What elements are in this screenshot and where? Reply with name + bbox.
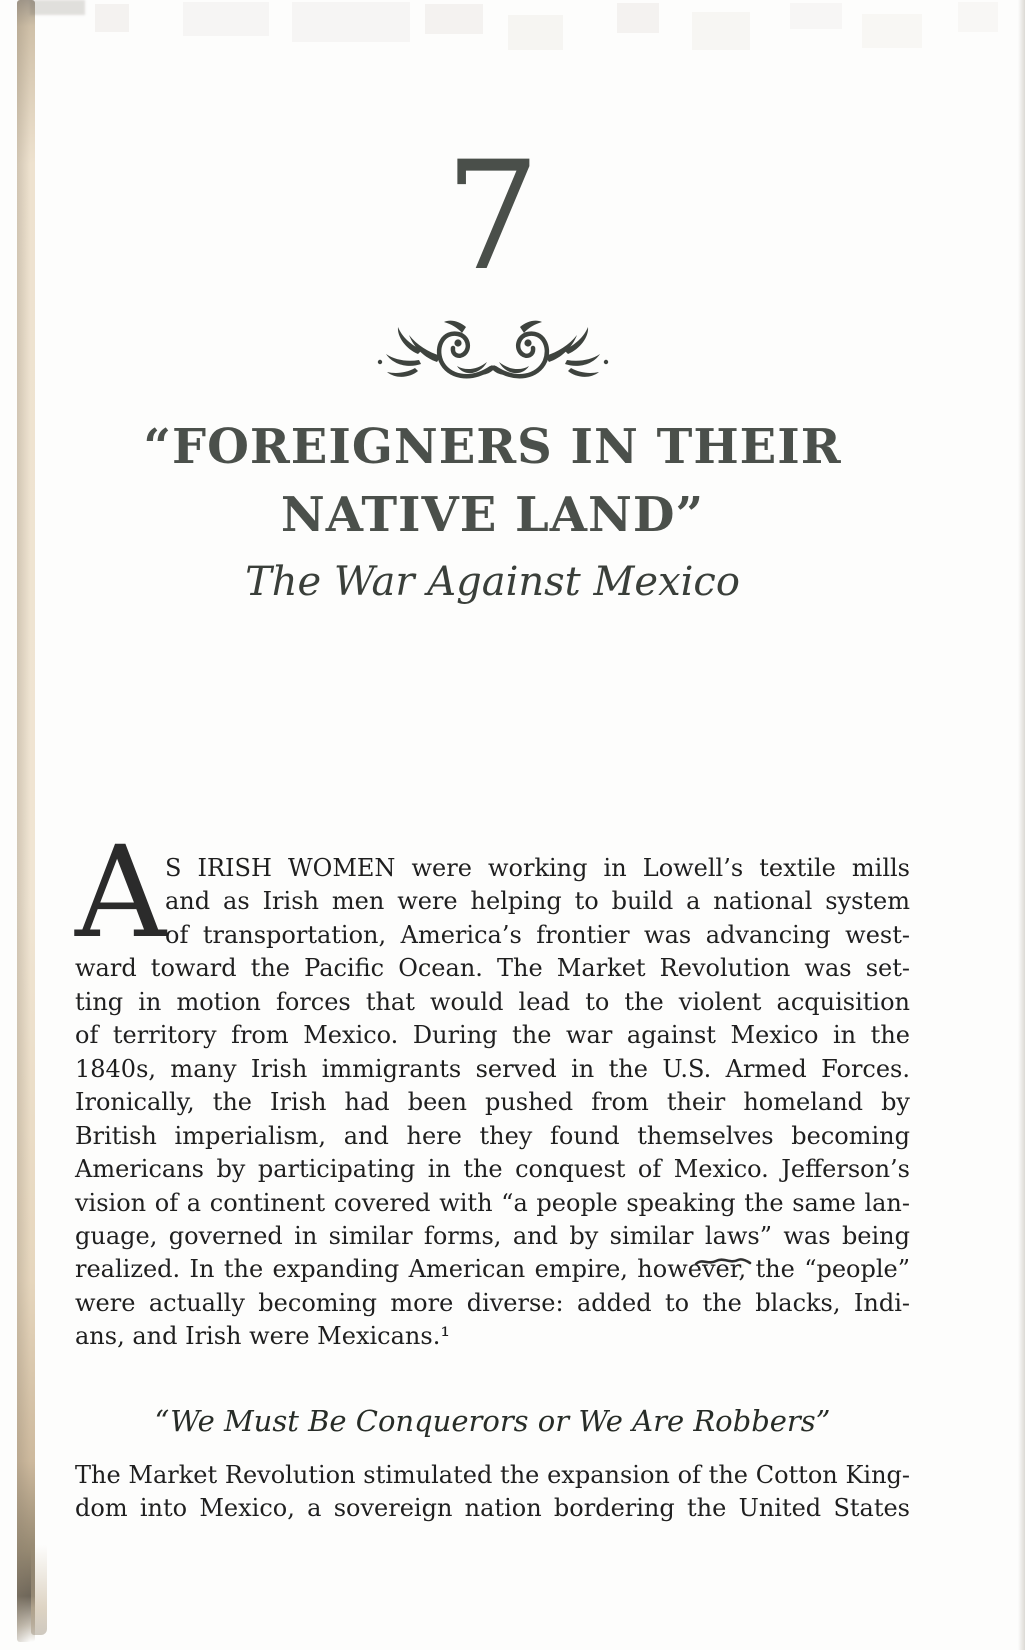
text-line: guage, governed in similar forms, and by similar laws” was being <box>75 1221 910 1250</box>
text-line: dom into Mexico, a sovereign nation bordering the United States <box>75 1494 910 1523</box>
text-line: of territory from Mexico. During the war against Mexico in the <box>75 1021 910 1050</box>
scan-bleedthrough-artifact <box>692 12 750 50</box>
text-line: 1840s, many Irish immigrants served in the U.S. Armed Forces. <box>75 1054 910 1083</box>
body-paragraph-1 <box>75 852 910 1354</box>
text-line: Americans by participating in the conquest of Mexico. Jefferson’s <box>75 1155 910 1184</box>
text-line: were actually becoming more diverse: added to the blacks, Indi- <box>75 1288 910 1317</box>
scan-bleedthrough-artifact <box>425 4 483 34</box>
chapter-number: 7 <box>444 130 541 304</box>
chapter-subtitle: The War Against Mexico <box>245 559 740 605</box>
section-heading: “We Must Be Conquerors or We Are Robbers” <box>154 1404 831 1438</box>
scan-bleedthrough-artifact <box>292 2 410 42</box>
text-line: of transportation, America’s frontier was advancing west- <box>165 920 910 949</box>
binding-edge-foot-artifact <box>31 1545 47 1635</box>
page-edge-shadow <box>1018 0 1025 1650</box>
body-paragraph-2 <box>75 1459 910 1526</box>
text-line: ans, and Irish were Mexicans.¹ <box>75 1322 450 1351</box>
chapter-divider-flourish-icon <box>75 310 910 390</box>
text-line: ward toward the Pacific Ocean. The Market Revolution was set- <box>75 954 910 983</box>
drop-cap: A <box>75 819 166 966</box>
chapter-title-line2: NATIVE LAND” <box>280 487 705 543</box>
chapter-title <box>75 413 910 549</box>
scan-bleedthrough-artifact <box>617 3 659 33</box>
ink-smudge-artifact <box>694 1253 752 1272</box>
text-line: Ironically, the Irish had been pushed from their homeland by <box>75 1088 910 1117</box>
scan-bleedthrough-artifact <box>95 4 129 32</box>
text-line: S IRISH WOMEN were working in Lowell’s textile mills <box>165 854 910 882</box>
scan-bleedthrough-artifact <box>790 3 842 29</box>
text-line: and as Irish men were helping to build a national system <box>165 887 910 916</box>
text-line: The Market Revolution stimulated the expansion of the Cotton King- <box>75 1461 910 1489</box>
scan-smudge-artifact <box>30 0 85 15</box>
text-line: British imperialism, and here they found themselves becoming <box>75 1121 910 1150</box>
scan-bleedthrough-artifact <box>862 14 922 48</box>
binding-edge-artifact <box>17 0 35 1642</box>
text-line: realized. In the expanding American empire, however, the “people” <box>75 1255 910 1284</box>
scan-bleedthrough-artifact <box>183 2 269 36</box>
scan-bleedthrough-artifact <box>958 2 998 32</box>
chapter-title-line1: “FOREIGNERS IN THEIR <box>143 419 842 475</box>
text-line: ting in motion forces that would lead to the violent acquisition <box>75 987 910 1016</box>
scan-bleedthrough-artifact <box>508 15 563 50</box>
text-line: vision of a continent covered with “a people speaking the same lan- <box>75 1188 910 1217</box>
